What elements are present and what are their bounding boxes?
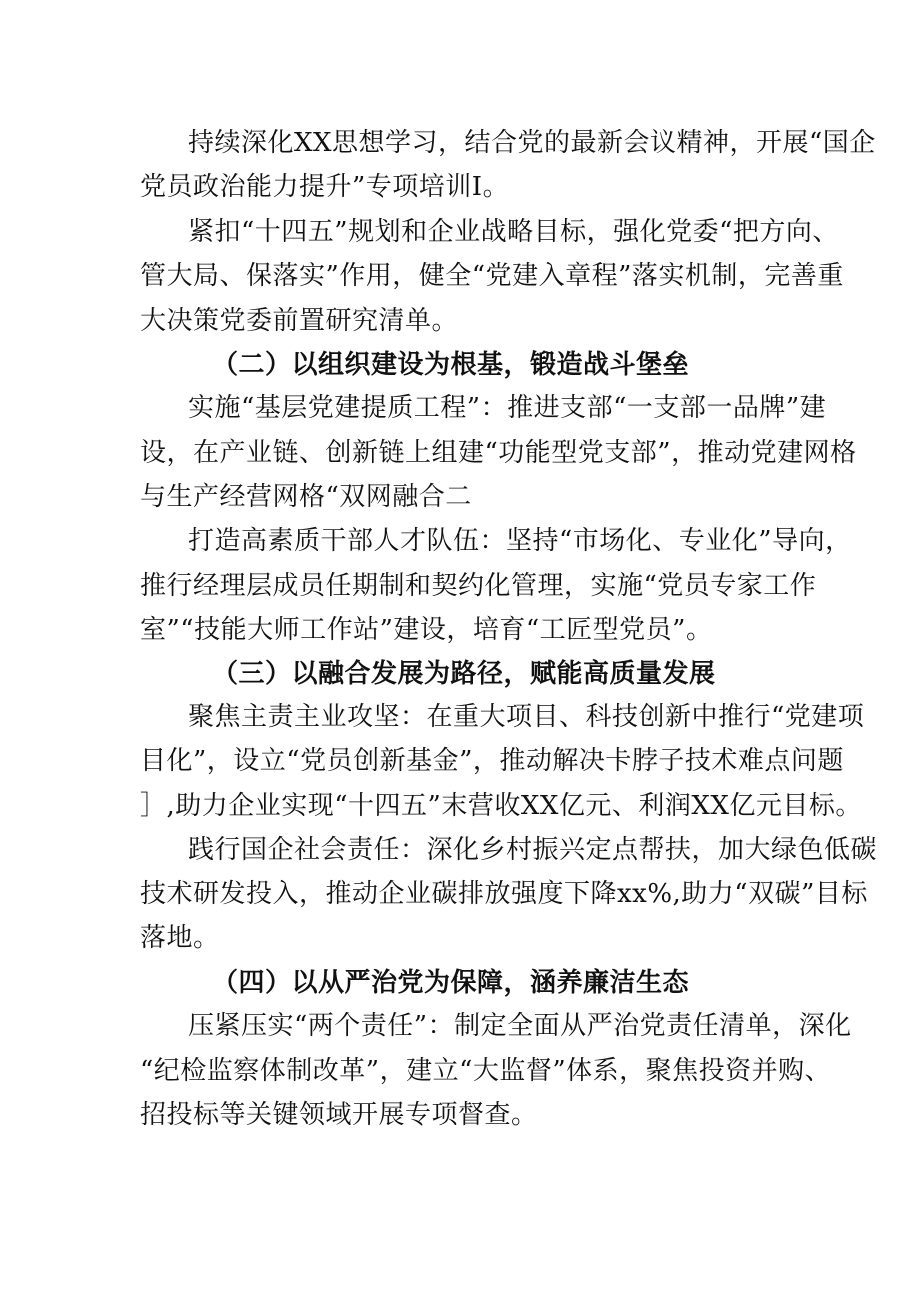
paragraph-2-line-3: 大决策党委前置研究清单。 (140, 306, 459, 336)
section-heading-3: （三）以融合发展为路径，赋能高质量发展 (212, 659, 716, 689)
paragraph-4-line-1: 打造高素质干部人才队伍：坚持“市场化、专业化”导向， (188, 526, 852, 556)
paragraph-5-line-1: 聚焦主责主业攻坚：在重大项目、科技创新中推行“党建项 (188, 702, 865, 732)
paragraph-3-line-1: 实施“基层党建提质工程”：推进支部“一支部一品牌”建 (188, 393, 827, 423)
paragraph-7-line-2: “纪检监察体制改革”，建立“大监督”体系，聚焦投资并购、 (140, 1056, 832, 1086)
paragraph-7-line-1: 压紧压实“两个责任”：制定全面从严治党责任清单，深化 (188, 1011, 852, 1041)
paragraph-6-line-3: 落地。 (140, 923, 220, 953)
section-heading-4: （四）以从严治党为保障，涵养廉洁生态 (212, 968, 690, 998)
paragraph-7-line-3: 招投标等关键领域开展专项督查。 (140, 1100, 538, 1130)
paragraph-5-line-2: 目化”，设立“党员创新基金”，推动解决卡脖子技术难点问题 (140, 746, 844, 776)
paragraph-3-line-2: 设，在产业链、创新链上组建“功能型党支部”，推动党建网格 (140, 438, 857, 468)
paragraph-4-line-2: 推行经理层成员任期制和契约化管理，实施“党员专家工作 (140, 571, 817, 601)
paragraph-3-line-3: 与生产经营网格“双网融合二 (140, 482, 472, 512)
paragraph-2-line-1: 紧扣“十四五”规划和企业战略目标，强化党委“把方向、 (188, 217, 839, 247)
paragraph-5-line-3: ］,助力企业实现“十四五”末营收XX亿元、利润XX亿元目标。 (140, 791, 862, 821)
paragraph-1-line-2: 党员政治能力提升”专项培训I。 (140, 172, 510, 202)
paragraph-4-line-3: 室”“技能大师工作站”建设，培育“工匠型党员”。 (140, 615, 713, 645)
section-heading-2: （二）以组织建设为根基，锻造战斗堡垒 (212, 350, 690, 380)
paragraph-6-line-2: 技术研发投入，推动企业碳排放强度下降xx%,助力“双碳”目标 (140, 879, 868, 909)
paragraph-1-line-1: 持续深化XX思想学习，结合党的最新会议精神，开展“国企 (188, 128, 876, 158)
paragraph-6-line-1: 践行国企社会责任：深化乡村振兴定点帮扶，加大绿色低碳 (188, 835, 878, 865)
paragraph-2-line-2: 管大局、保落实”作用，健全“党建入章程”落实机制，完善重 (140, 261, 844, 291)
